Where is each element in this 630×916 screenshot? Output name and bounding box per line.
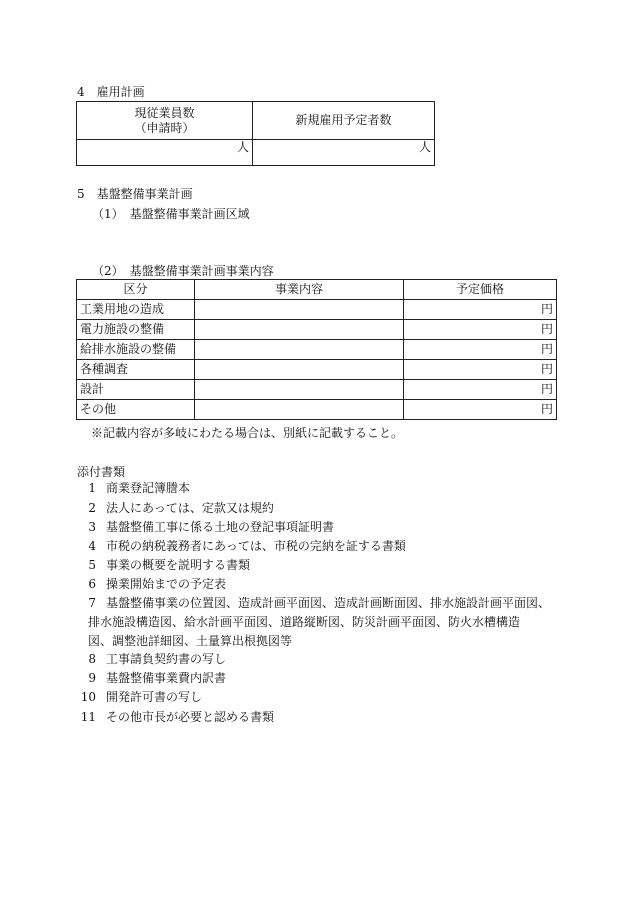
employment-heading: 4 雇用計画 <box>77 85 145 99</box>
plan-sub2: （2） 基盤整備事業計画事業内容 <box>92 264 274 278</box>
plan-header-price: 予定価格 <box>404 280 557 300</box>
plan-table <box>76 279 557 420</box>
attachment-line: 法人にあっては、定款又は規約 <box>106 501 274 515</box>
plan-row-content[interactable] <box>195 300 404 320</box>
attachment-number: 7 <box>88 596 96 610</box>
table-row <box>77 320 557 340</box>
attachment-text <box>106 499 274 518</box>
attachment-text <box>106 518 334 537</box>
attachment-number: 11 <box>80 710 96 724</box>
attachment-number: 5 <box>88 558 96 572</box>
attachment-line: 商業登記簿謄本 <box>106 481 191 495</box>
attachment-number: 10 <box>80 690 96 704</box>
attachment-text <box>106 479 190 498</box>
employment-unit-current: 人 <box>236 140 249 154</box>
attachment-number: 6 <box>88 577 96 591</box>
attachment-number: 8 <box>88 652 96 666</box>
attachment-text <box>88 594 551 651</box>
plan-row-content[interactable] <box>195 400 404 420</box>
employment-col-current-line2: （申請時） <box>134 120 195 135</box>
plan-row-content[interactable] <box>195 380 404 400</box>
plan-sub1: （1） 基盤整備事業計画区域 <box>92 207 250 221</box>
plan-row-unit: 円 <box>540 382 553 397</box>
plan-row-unit: 円 <box>540 342 553 357</box>
plan-row-price[interactable] <box>404 380 557 400</box>
plan-row-category: 設計 <box>77 380 195 400</box>
attachment-line: 基盤整備工事に係る土地の登記事項証明書 <box>106 520 335 534</box>
plan-row-category: 工業用地の造成 <box>77 300 195 320</box>
attachment-text <box>106 650 226 669</box>
attachments-heading: 添付書類 <box>77 465 126 479</box>
attachment-line: 工事請負契約書の写し <box>106 652 227 666</box>
attachment-line: 基盤整備事業の位置図、造成計画平面図、造成計画断面図、排水施設計画平面図、 <box>106 596 551 610</box>
attachment-text <box>106 575 226 594</box>
plan-header-category: 区分 <box>77 280 195 300</box>
attachment-number: 2 <box>88 501 96 515</box>
employment-new-count[interactable] <box>253 140 435 166</box>
plan-row-unit: 円 <box>540 362 553 377</box>
plan-header-content: 事業内容 <box>195 280 404 300</box>
plan-row-content[interactable] <box>195 320 404 340</box>
attachment-number: 4 <box>88 539 96 553</box>
attachment-line: 操業開始までの予定表 <box>106 577 227 591</box>
attachment-number: 9 <box>88 671 96 685</box>
plan-row-price[interactable] <box>404 360 557 380</box>
table-row <box>77 380 557 400</box>
plan-row-content[interactable] <box>195 360 404 380</box>
plan-row-category: 各種調査 <box>77 360 195 380</box>
attachment-text <box>106 669 226 688</box>
employment-col-new: 新規雇用予定者数 <box>253 102 435 140</box>
table-row <box>77 360 557 380</box>
attachment-line: 基盤整備事業費内訳書 <box>106 671 227 685</box>
plan-row-price[interactable] <box>404 340 557 360</box>
plan-row-price[interactable] <box>404 400 557 420</box>
plan-row-content[interactable] <box>195 340 404 360</box>
table-row <box>77 300 557 320</box>
employment-table <box>76 101 435 166</box>
attachment-text <box>106 708 274 727</box>
attachment-text <box>106 688 202 707</box>
attachment-line: その他市長が必要と認める書類 <box>106 710 275 724</box>
attachment-line: 市税の納税義務者にあっては、市税の完納を証する書類 <box>106 539 406 553</box>
plan-row-unit: 円 <box>540 302 553 317</box>
plan-row-category: 電力施設の整備 <box>77 320 195 340</box>
attachment-number: 1 <box>88 481 96 495</box>
plan-row-price[interactable] <box>404 320 557 340</box>
plan-row-unit: 円 <box>540 402 553 417</box>
table-row <box>77 400 557 420</box>
table-row <box>77 340 557 360</box>
plan-row-category: その他 <box>77 400 195 420</box>
attachment-line: 排水施設構造図、給水計画平面図、道路縦断図、防災計画平面図、防火水槽構造 <box>88 615 521 629</box>
employment-current-count[interactable] <box>77 140 253 166</box>
plan-heading: 5 基盤整備事業計画 <box>77 187 193 201</box>
plan-row-price[interactable] <box>404 300 557 320</box>
attachment-line: 開発許可書の写し <box>106 690 203 704</box>
plan-note: ※記載内容が多岐にわたる場合は、別紙に記載すること。 <box>91 426 404 440</box>
attachment-text <box>106 556 250 575</box>
attachment-number: 3 <box>88 520 96 534</box>
employment-col-current <box>77 102 253 140</box>
attachment-line: 図、調整池詳細図、土量算出根拠図等 <box>88 634 293 648</box>
plan-row-unit: 円 <box>540 322 553 337</box>
attachment-text <box>106 537 406 556</box>
attachment-line: 事業の概要を説明する書類 <box>106 558 251 572</box>
employment-col-current-line1: 現従業員数 <box>134 106 195 121</box>
employment-unit-new: 人 <box>418 140 431 154</box>
plan-row-category: 給排水施設の整備 <box>77 340 195 360</box>
